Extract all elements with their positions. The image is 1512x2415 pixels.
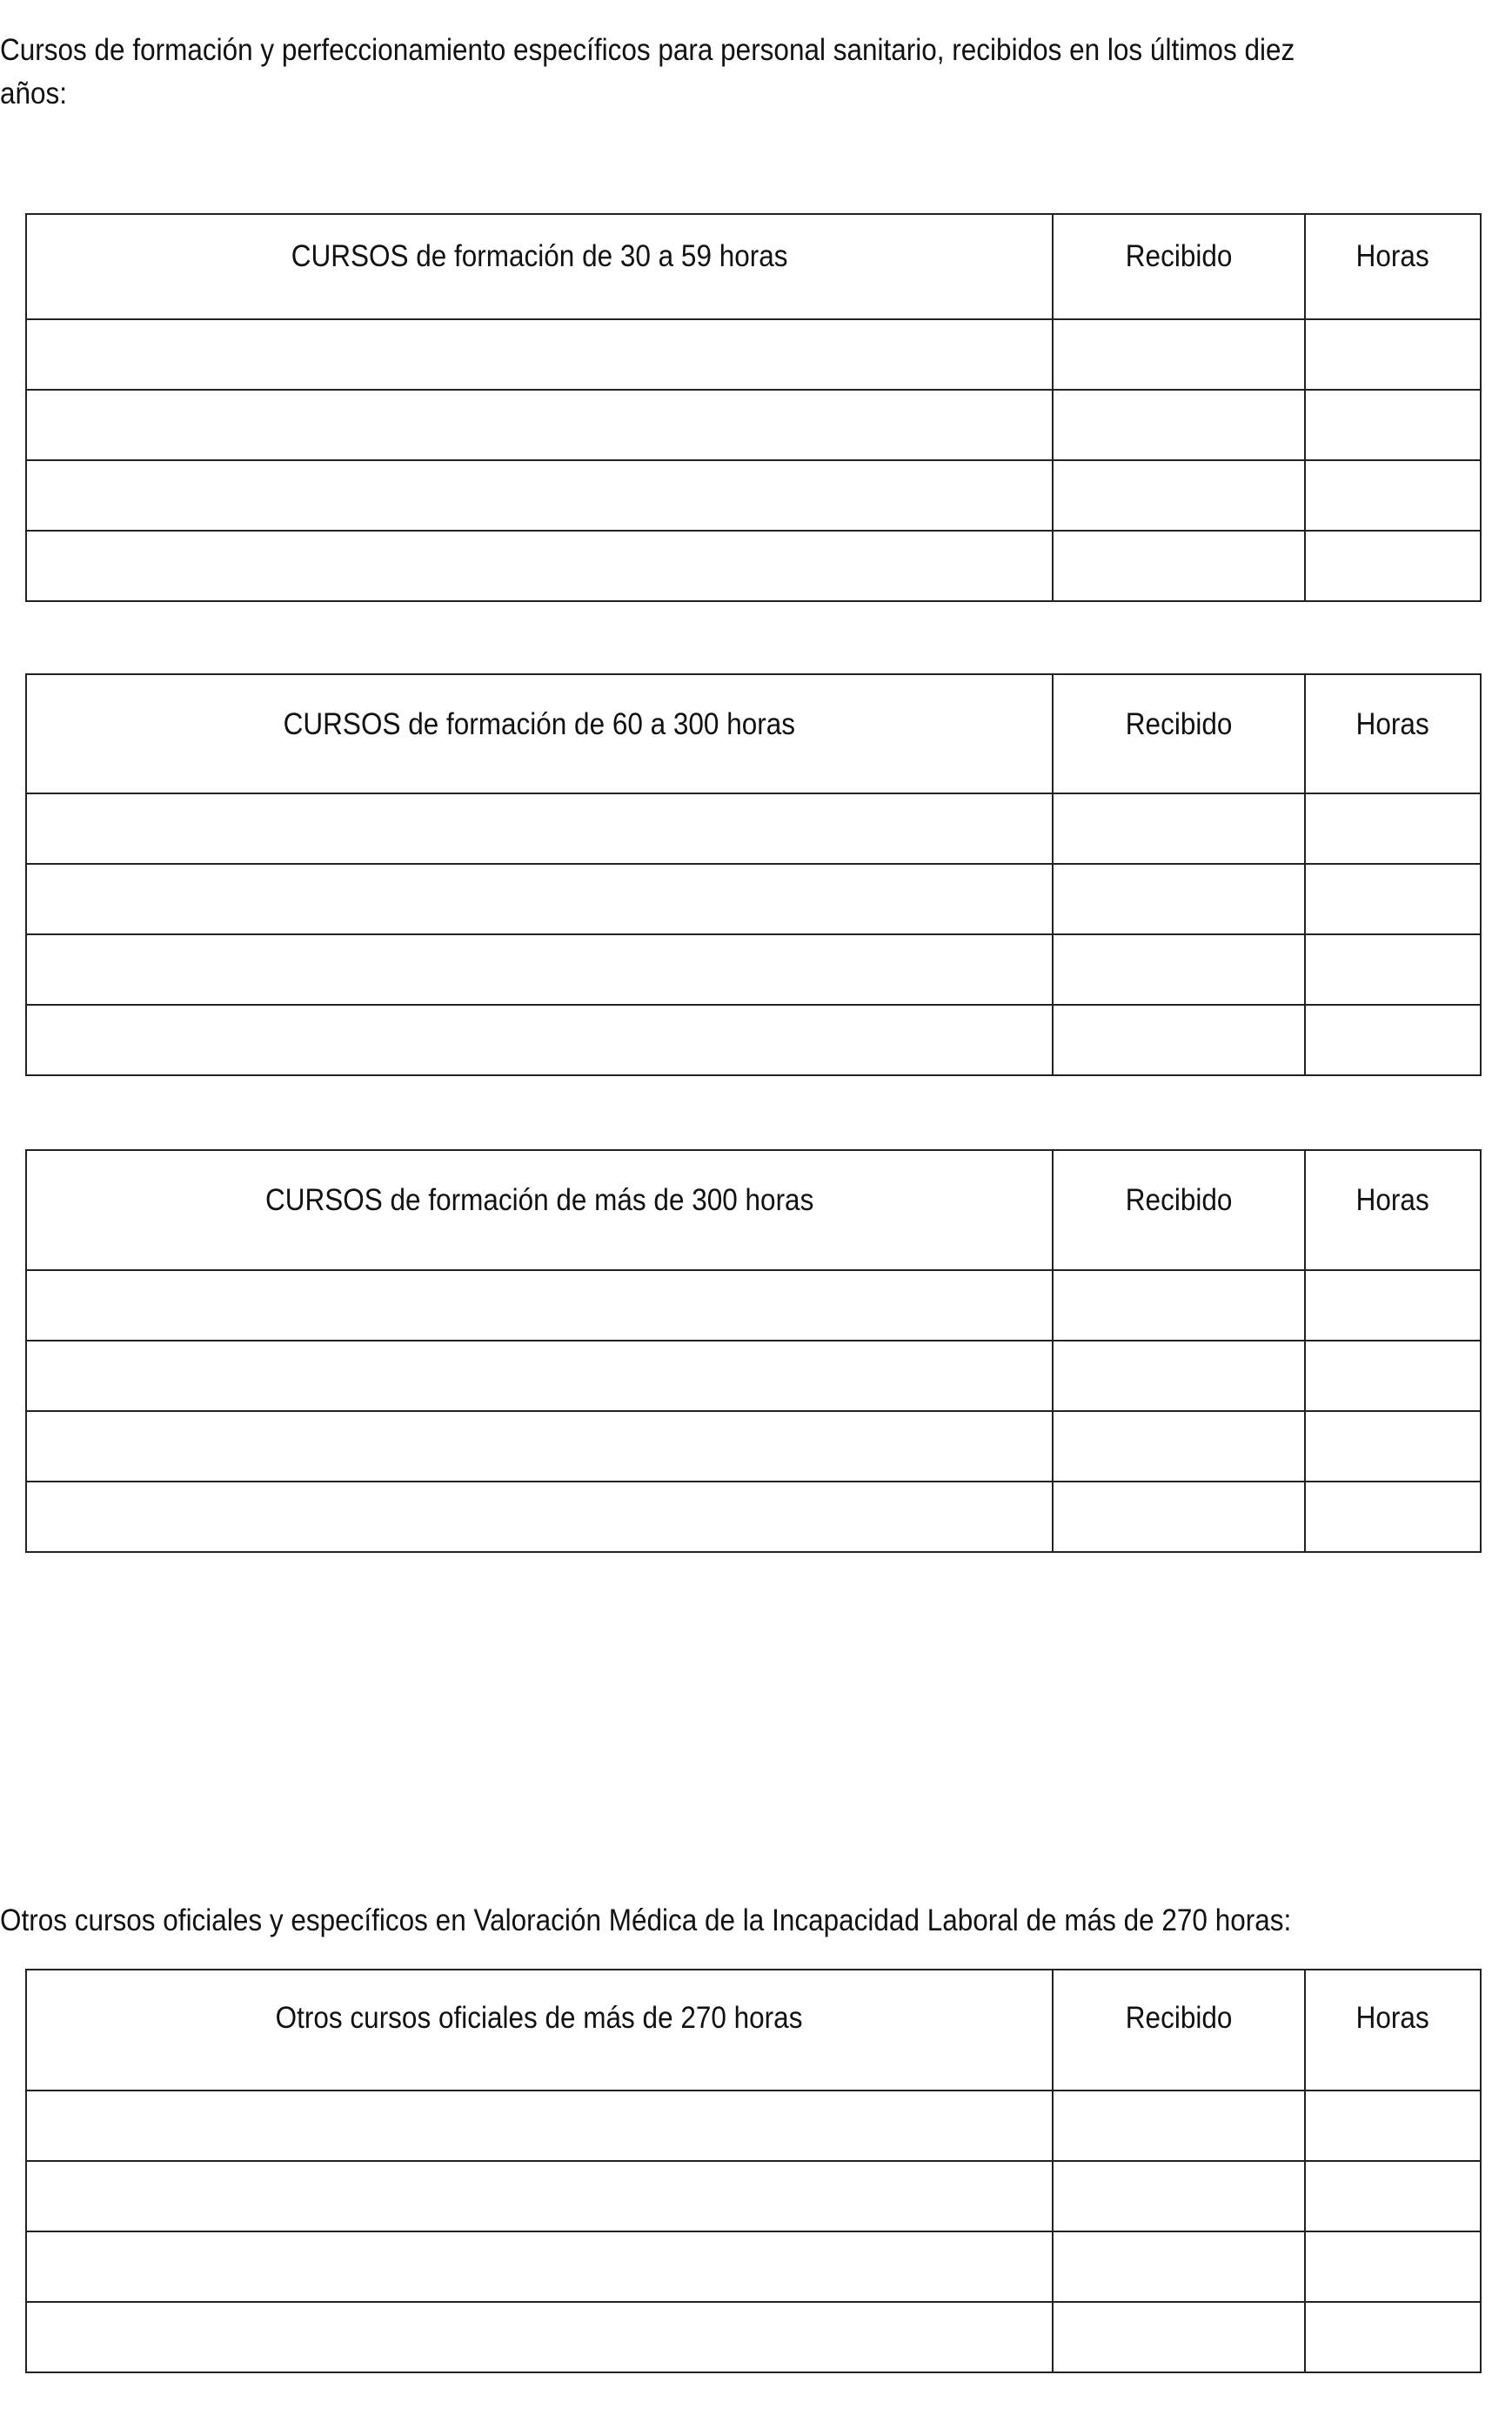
received-header-text: Recibido [1125, 239, 1233, 273]
table-header-row [26, 1970, 1481, 2091]
course-name-cell[interactable] [26, 793, 1053, 864]
table-row [26, 2231, 1481, 2302]
received-cell[interactable] [1053, 319, 1305, 390]
table-row [26, 1270, 1481, 1341]
received-cell[interactable] [1053, 1482, 1305, 1552]
received-header [1053, 214, 1305, 319]
hours-cell[interactable] [1305, 793, 1481, 864]
course-title-header-text: CURSOS de formación de más de 300 horas [264, 1183, 814, 1217]
received-cell[interactable] [1053, 934, 1305, 1005]
hours-cell[interactable] [1305, 460, 1481, 531]
table-row [26, 460, 1481, 531]
hours-header-text: Horas [1355, 707, 1430, 741]
course-title-header [26, 1150, 1053, 1270]
received-cell[interactable] [1053, 531, 1305, 601]
hours-header-text: Horas [1355, 1183, 1430, 1217]
course-name-cell[interactable] [26, 2231, 1053, 2302]
course-name-cell[interactable] [26, 460, 1053, 531]
hours-cell[interactable] [1305, 390, 1481, 460]
received-header-text: Recibido [1125, 2001, 1233, 2035]
table-row [26, 1482, 1481, 1552]
hours-header [1305, 1150, 1481, 1270]
hours-cell[interactable] [1305, 2091, 1481, 2161]
table-row [26, 319, 1481, 390]
table-row [26, 793, 1481, 864]
hours-cell[interactable] [1305, 1411, 1481, 1482]
hours-header-text: Horas [1355, 239, 1430, 273]
hours-cell[interactable] [1305, 934, 1481, 1005]
hours-cell[interactable] [1305, 1270, 1481, 1341]
table-row [26, 531, 1481, 601]
received-header-text: Recibido [1125, 707, 1233, 741]
table-row [26, 1411, 1481, 1482]
course-name-cell[interactable] [26, 1482, 1053, 1552]
courses-30-59-hours-table [25, 213, 1482, 602]
course-name-cell[interactable] [26, 531, 1053, 601]
table-header-row [26, 674, 1481, 793]
received-cell[interactable] [1053, 390, 1305, 460]
hours-cell[interactable] [1305, 1341, 1481, 1411]
course-name-cell[interactable] [26, 1341, 1053, 1411]
hours-cell[interactable] [1305, 319, 1481, 390]
table-row [26, 2161, 1481, 2231]
table-header-row [26, 1150, 1481, 1270]
received-cell[interactable] [1053, 1270, 1305, 1341]
hours-cell[interactable] [1305, 2161, 1481, 2231]
course-name-cell[interactable] [26, 2161, 1053, 2231]
table-row [26, 2091, 1481, 2161]
table-row [26, 1341, 1481, 1411]
course-name-cell[interactable] [26, 1005, 1053, 1075]
hours-header [1305, 214, 1481, 319]
course-name-cell[interactable] [26, 2302, 1053, 2372]
hours-cell[interactable] [1305, 1005, 1481, 1075]
course-name-cell[interactable] [26, 864, 1053, 934]
hours-header [1305, 674, 1481, 793]
table-row [26, 864, 1481, 934]
received-cell[interactable] [1053, 793, 1305, 864]
received-header-text: Recibido [1125, 1183, 1233, 1217]
courses-60-300-hours-table [25, 673, 1482, 1076]
received-header [1053, 1970, 1305, 2091]
course-title-header-text: CURSOS de formación de 30 a 59 horas [291, 239, 788, 273]
hours-cell[interactable] [1305, 1482, 1481, 1552]
courses-over-300-hours-table [25, 1149, 1482, 1553]
course-title-header [26, 674, 1053, 793]
hours-cell[interactable] [1305, 2231, 1481, 2302]
course-name-cell[interactable] [26, 1270, 1053, 1341]
table-row [26, 934, 1481, 1005]
course-title-header-text: Otros cursos oficiales de más de 270 horas [276, 2001, 803, 2035]
received-header [1053, 1150, 1305, 1270]
hours-cell[interactable] [1305, 864, 1481, 934]
intro-text-line-1: Cursos de formación y perfeccionamiento específicos para personal sanitario, recibidos en los últimos diez [0, 33, 1295, 67]
received-cell[interactable] [1053, 2161, 1305, 2231]
hours-header-text: Horas [1355, 2001, 1430, 2035]
course-name-cell[interactable] [26, 1411, 1053, 1482]
table-row [26, 2302, 1481, 2372]
received-cell[interactable] [1053, 2091, 1305, 2161]
received-cell[interactable] [1053, 460, 1305, 531]
course-name-cell[interactable] [26, 390, 1053, 460]
received-cell[interactable] [1053, 2302, 1305, 2372]
received-header [1053, 674, 1305, 793]
hours-cell[interactable] [1305, 2302, 1481, 2372]
received-cell[interactable] [1053, 1411, 1305, 1482]
course-title-header [26, 214, 1053, 319]
intro-text-line-2: años: [0, 77, 68, 110]
table-row [26, 390, 1481, 460]
other-official-courses-table [25, 1969, 1482, 2373]
course-name-cell[interactable] [26, 319, 1053, 390]
hours-header [1305, 1970, 1481, 2091]
table-header-row [26, 214, 1481, 319]
other-courses-intro-text: Otros cursos oficiales y específicos en Valoración Médica de la Incapacidad Laboral de más de 270 horas: [0, 1903, 1292, 1937]
course-title-header [26, 1970, 1053, 2091]
received-cell[interactable] [1053, 1341, 1305, 1411]
course-title-header-text: CURSOS de formación de 60 a 300 horas [283, 707, 796, 741]
course-name-cell[interactable] [26, 934, 1053, 1005]
received-cell[interactable] [1053, 2231, 1305, 2302]
table-row [26, 1005, 1481, 1075]
course-name-cell[interactable] [26, 2091, 1053, 2161]
received-cell[interactable] [1053, 1005, 1305, 1075]
hours-cell[interactable] [1305, 531, 1481, 601]
received-cell[interactable] [1053, 864, 1305, 934]
